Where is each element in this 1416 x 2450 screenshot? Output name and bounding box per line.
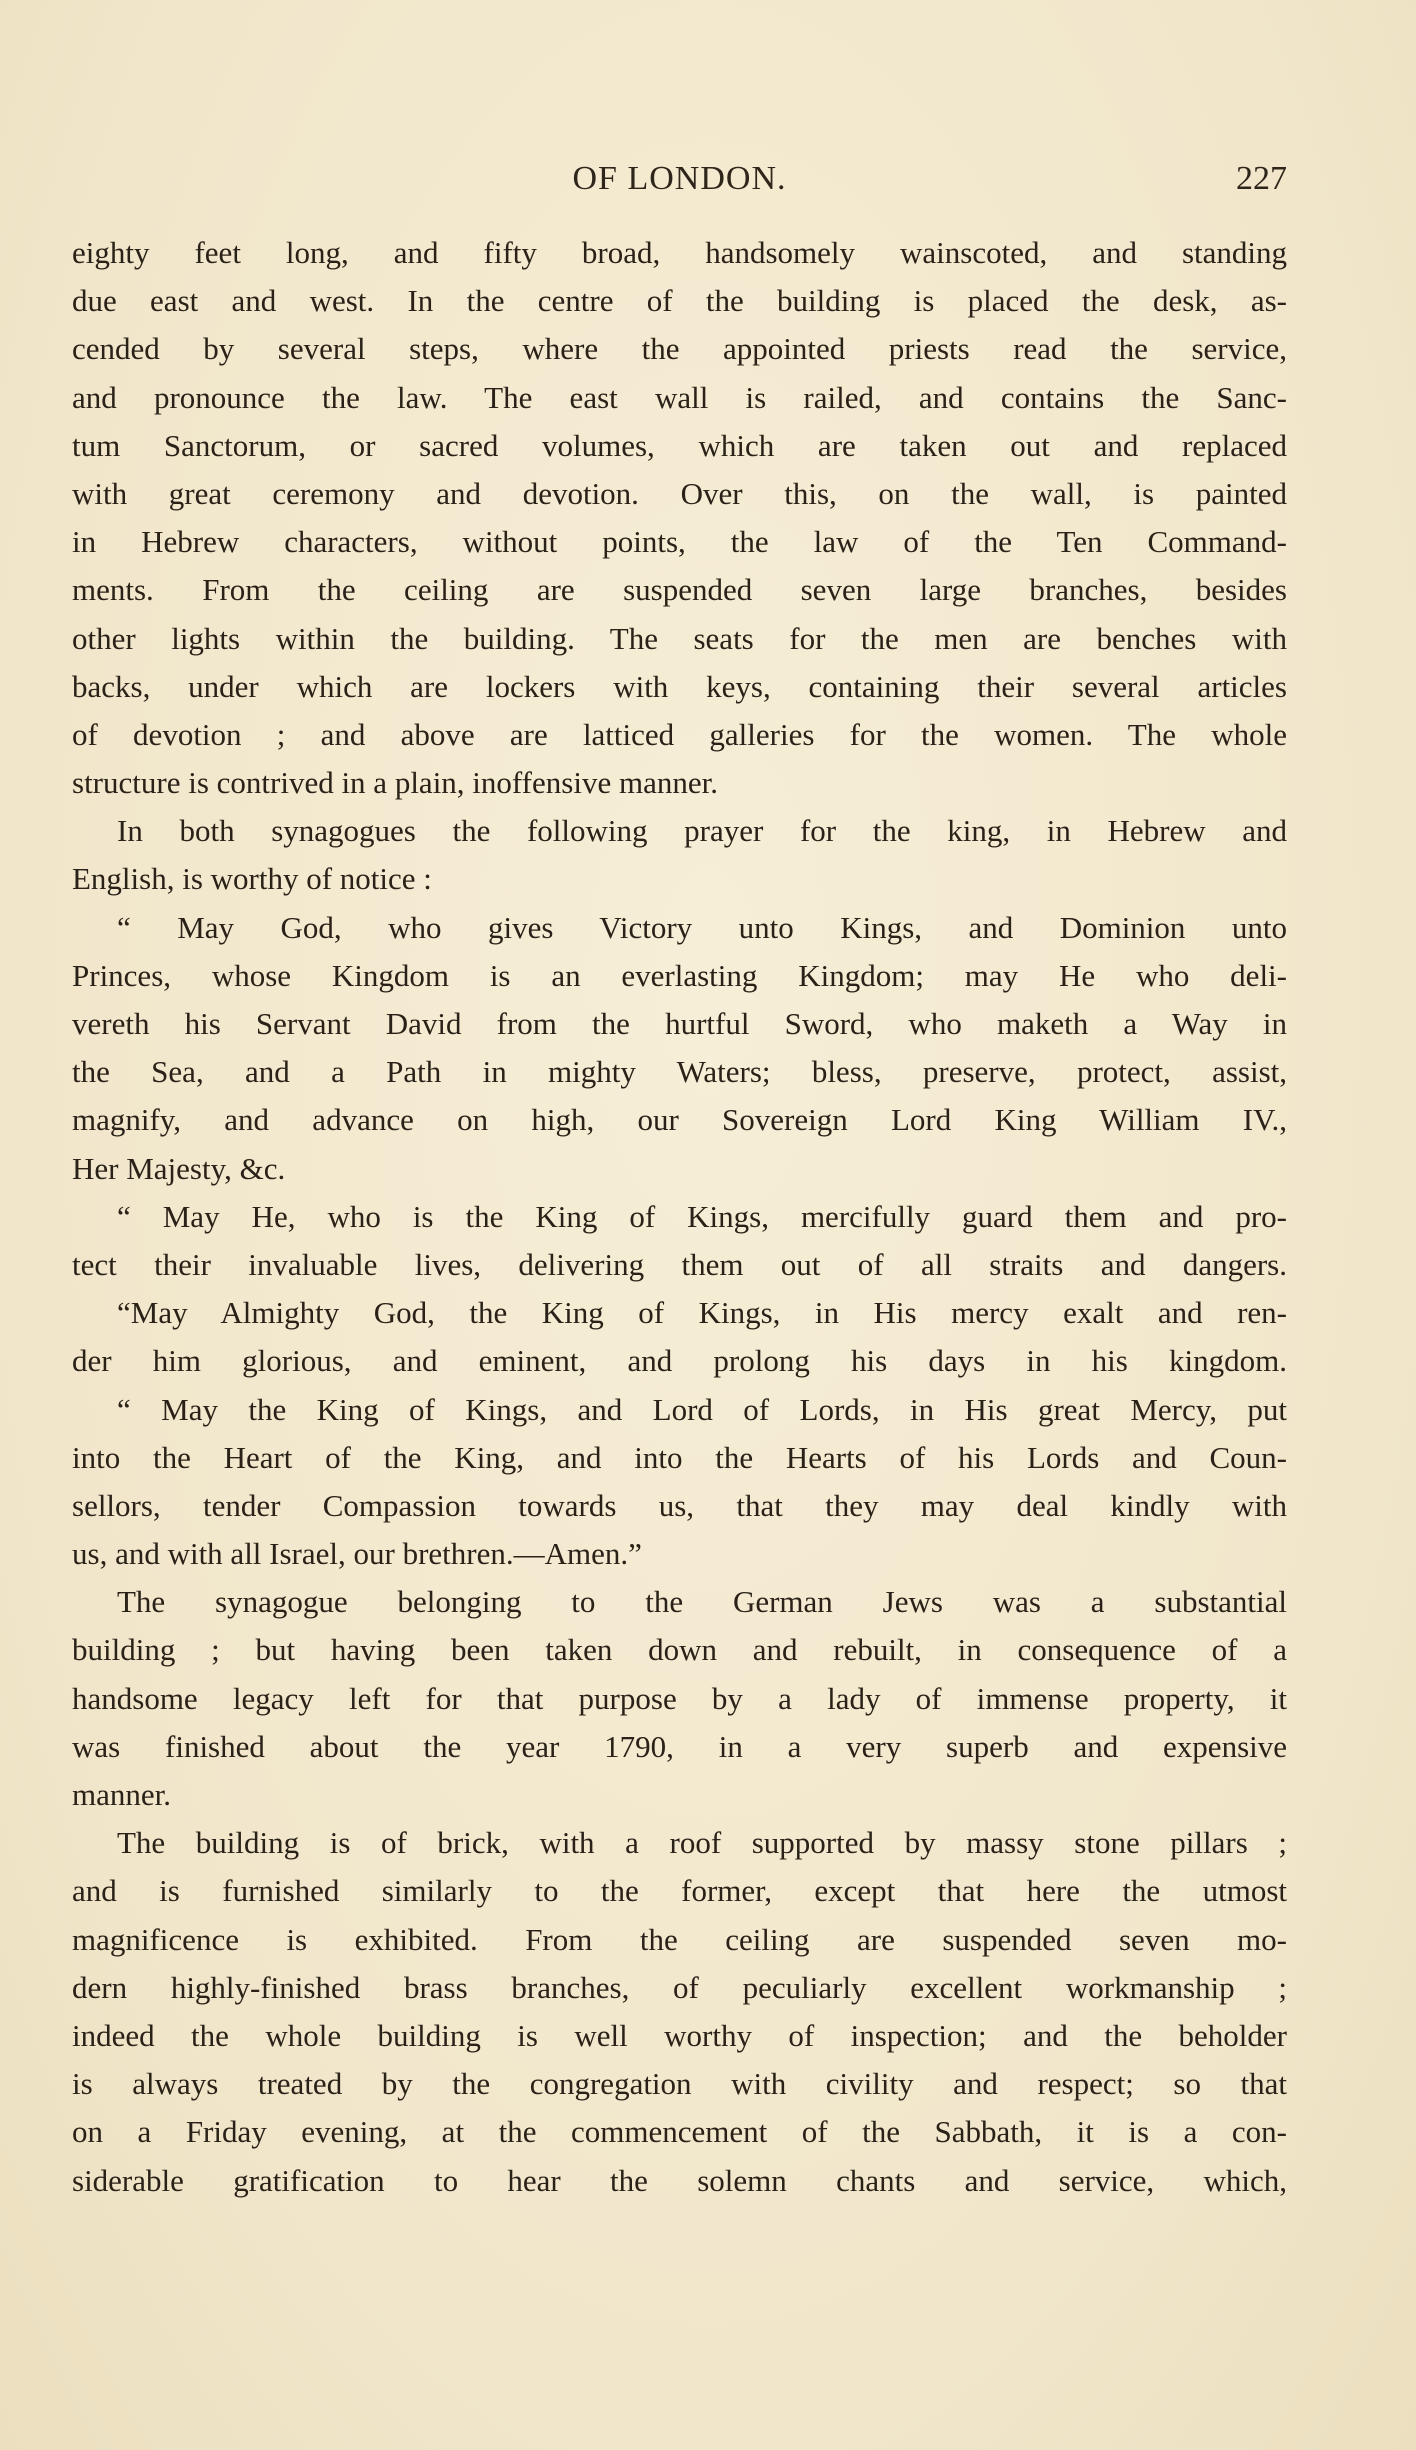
- text-line-41: siderable gratification to hear the solemn chants and service, which,: [72, 2162, 1287, 2198]
- text-line-20: Her Majesty, &c.: [72, 1150, 286, 1186]
- page-header: [72, 160, 1287, 210]
- text-line-39: is always treated by the congregation with civility and respect; so that: [72, 2066, 1287, 2102]
- text-line-30: building ; but having been taken down and rebuilt, in consequence of a: [72, 1632, 1287, 1668]
- text-line-29: The synagogue belonging to the German Jews was a substantial: [117, 1584, 1287, 1620]
- text-line-15: “ May God, who gives Victory unto Kings, and Dominion unto: [117, 909, 1287, 945]
- text-line-25: “ May the King of Kings, and Lord of Lords, in His great Mercy, put: [117, 1391, 1287, 1427]
- text-line-28: us, and with all Israel, our brethren.—Amen.”: [72, 1536, 642, 1572]
- text-line-37: dern highly-finished brass branches, of peculiarly excellent workmanship ;: [72, 1969, 1287, 2005]
- text-line-35: and is furnished similarly to the former, except that here the utmost: [72, 1873, 1287, 1909]
- text-line-4: and pronounce the law. The east wall is railed, and contains the Sanc-: [72, 379, 1287, 415]
- text-line-23: “May Almighty God, the King of Kings, in His mercy exalt and ren-: [117, 1295, 1287, 1331]
- text-line-11: of devotion ; and above are latticed galleries for the women. The whole: [72, 716, 1287, 752]
- text-line-16: Princes, whose Kingdom is an everlasting Kingdom; may He who deli-: [72, 957, 1287, 993]
- text-line-38: indeed the whole building is well worthy of inspection; and the beholder: [72, 2017, 1287, 2053]
- text-line-14: English, is worthy of notice :: [72, 861, 432, 897]
- page-number: 2⁣2⁣7: [1236, 160, 1287, 197]
- text-line-21: “ May He, who is the King of Kings, mercifully guard them and pro-: [117, 1198, 1287, 1234]
- text-line-5: tum Sanctorum, or sacred volumes, which are taken out and replaced: [72, 427, 1287, 463]
- text-line-13: In both synagogues the following prayer for the king, in Hebrew and: [117, 813, 1287, 849]
- text-line-32: was finished about the year 1790, in a very superb and expensive: [72, 1728, 1287, 1764]
- text-line-18: the Sea, and a Path in mighty Waters; bless, preserve, protect, assist,: [72, 1054, 1287, 1090]
- text-line-27: sellors, tender Compassion towards us, that they may deal kindly with: [72, 1487, 1287, 1523]
- text-line-26: into the Heart of the King, and into the Hearts of his Lords and Coun-: [72, 1439, 1287, 1475]
- text-line-10: backs, under which are lockers with keys, containing their several articles: [72, 668, 1287, 704]
- running-title: OF LONDON.: [572, 160, 787, 197]
- text-line-33: manner.: [72, 1777, 171, 1812]
- text-line-17: vereth his Servant David from the hurtful Sword, who maketh a Way in: [72, 1006, 1287, 1041]
- text-line-1: eighty feet long, and fifty broad, handsomely wainscoted, and standing: [72, 235, 1287, 270]
- text-line-12: structure is contrived in a plain, inoffensive manner.: [72, 765, 718, 801]
- text-line-36: magnificence is exhibited. From the ceiling are suspended seven mo-: [72, 1921, 1287, 1957]
- text-line-7: in Hebrew characters, without points, the law of the Ten Command-: [72, 524, 1287, 560]
- text-line-6: with great ceremony and devotion. Over this, on the wall, is painted: [72, 475, 1287, 511]
- text-line-40: on a Friday evening, at the commencement of the Sabbath, it is a con-: [72, 2114, 1287, 2150]
- text-line-8: ments. From the ceiling are suspended seven large branches, besides: [72, 572, 1287, 608]
- text-line-19: magnify, and advance on high, our Sovereign Lord King William IV.,: [72, 1102, 1287, 1138]
- text-line-31: handsome legacy left for that purpose by a lady of immense property, it: [72, 1680, 1287, 1716]
- text-line-2: due east and west. In the centre of the building is placed the desk, as-: [72, 283, 1287, 319]
- text-line-22: tect their invaluable lives, delivering them out of all straits and dangers.: [72, 1246, 1287, 1282]
- text-line-3: cended by several steps, where the appointed priests read the service,: [72, 331, 1287, 367]
- text-line-9: other lights within the building. The seats for the men are benches with: [72, 620, 1287, 656]
- text-line-34: The building is of brick, with a roof supported by massy stone pillars ;: [117, 1825, 1287, 1861]
- body-text: [72, 229, 1287, 2205]
- text-line-24: der him glorious, and eminent, and prolong his days in his kingdom.: [72, 1343, 1287, 1379]
